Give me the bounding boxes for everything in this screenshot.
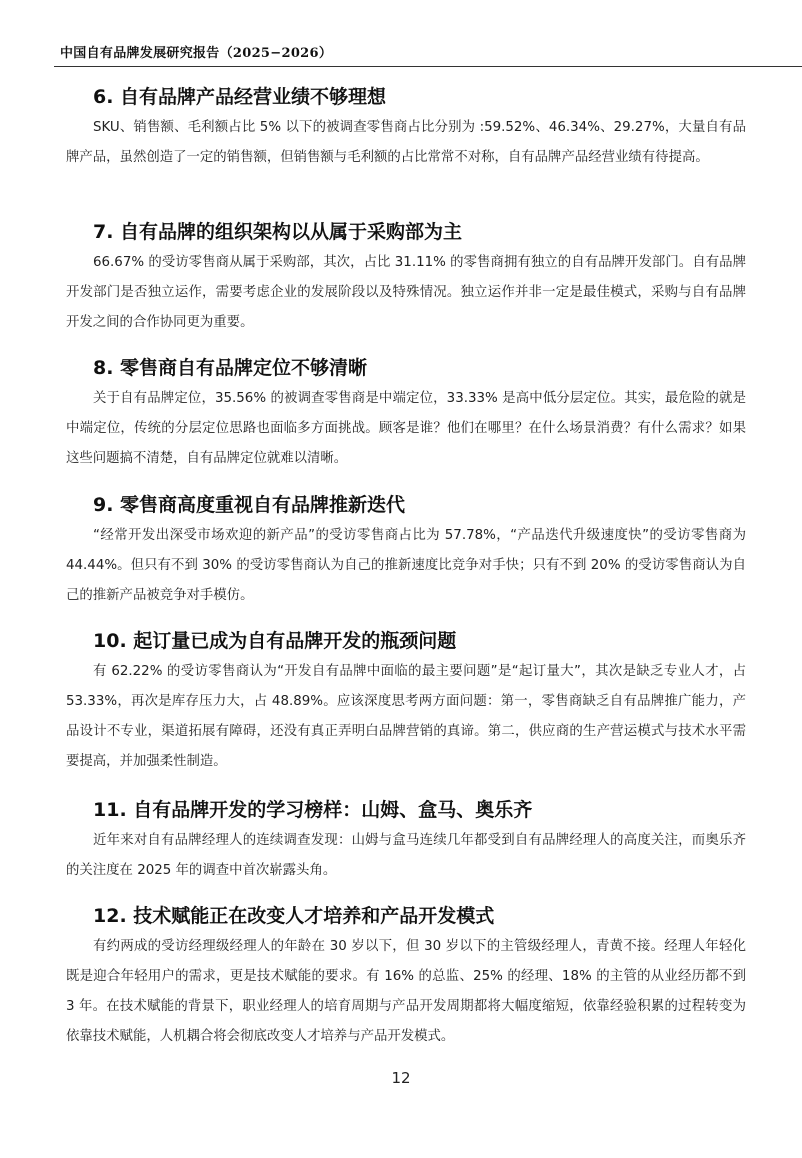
running-header-title: 中国自有品牌发展研究报告（2025−2026）: [60, 46, 333, 61]
section-heading: 11. 自有品牌开发的学习榜样：山姆、盒马、奥乐齐: [93, 799, 533, 821]
section-8: [66, 355, 746, 474]
section-body: 近年来对自有品牌经理人的连续调查发现：山姆与盒马连续几年都受到自有品牌经理人的高度关注，而奥乐齐的关注度在 2025 年的调查中首次崭露头角。: [66, 833, 746, 878]
section-body: SKU、销售额、毛利额占比 5% 以下的被调查零售商占比分别为 :59.52%、46.34%、29.27%，大量自有品牌产品，虽然创造了一定的销售额，但销售额与毛利额的占比常常不对称，自有品牌产品经营业绩有待提高。: [66, 120, 746, 165]
section-9: [66, 492, 746, 611]
section-11: [66, 797, 746, 886]
section-6: [66, 84, 746, 173]
section-body: 有约两成的受访经理级经理人的年龄在 30 岁以下，但 30 岁以下的主管级经理人，青黄不接。经理人年轻化既是迎合年轻用户的需求，更是技术赋能的要求。有 16% 的总监、25% 的经理、18% 的主管的从业经历都不到 3 年。在技术赋能的背景下，职业经理人的培育周期与产品开发周期都将大幅度缩短，依靠经验积累的过程转变为依靠技术赋能，人机耦合将会彻底改变人才培养与产品开发模式。: [66, 939, 746, 1044]
section-heading: 9. 零售商高度重视自有品牌推新迭代: [93, 494, 406, 516]
section-12: [66, 903, 746, 1052]
section-heading: 12. 技术赋能正在改变人才培养和产品开发模式: [93, 905, 495, 927]
section-body: 有 62.22% 的受访零售商认为“开发自有品牌中面临的最主要问题”是“起订量大”，其次是缺乏专业人才，占 53.33%，再次是库存压力大，占 48.89%。应该深度思考两方面问题：第一，零售商缺乏自有品牌推广能力，产品设计不专业，渠道拓展有障碍，还没有真正弄明白品牌营销的真谛。第二，供应商的生产营运模式与技术水平需要提高，并加强柔性制造。: [66, 664, 746, 769]
section-heading: 10. 起订量已成为自有品牌开发的瓶颈问题: [93, 630, 457, 652]
header-rule: [54, 66, 802, 67]
section-heading: 7. 自有品牌的组织架构以从属于采购部为主: [93, 221, 463, 243]
section-body: “经常开发出深受市场欢迎的新产品”的受访零售商占比为 57.78%，“产品迭代升级速度快”的受访零售商为 44.44%。但只有不到 30% 的受访零售商认为自己的推新速度比竞争对手快；只有不到 20% 的受访零售商认为自己的推新产品被竞争对手模仿。: [66, 528, 746, 603]
section-body: 66.67% 的受访零售商从属于采购部，其次，占比 31.11% 的零售商拥有独立的自有品牌开发部门。自有品牌开发部门是否独立运作，需要考虑企业的发展阶段以及特殊情况。独立运作并非一定是最佳模式，采购与自有品牌开发之间的合作协同更为重要。: [66, 255, 746, 330]
section-body: 关于自有品牌定位，35.56% 的被调查零售商是中端定位，33.33% 是高中低分层定位。其实，最危险的就是中端定位，传统的分层定位思路也面临多方面挑战。顾客是谁？他们在哪里？在什么场景消费？有什么需求？如果这些问题搞不清楚，自有品牌定位就难以清晰。: [66, 391, 746, 466]
section-heading: 6. 自有品牌产品经营业绩不够理想: [93, 86, 387, 108]
section-7: [66, 219, 746, 338]
section-10: [66, 628, 746, 777]
page-number: 12: [391, 1069, 411, 1087]
section-heading: 8. 零售商自有品牌定位不够清晰: [93, 357, 368, 379]
